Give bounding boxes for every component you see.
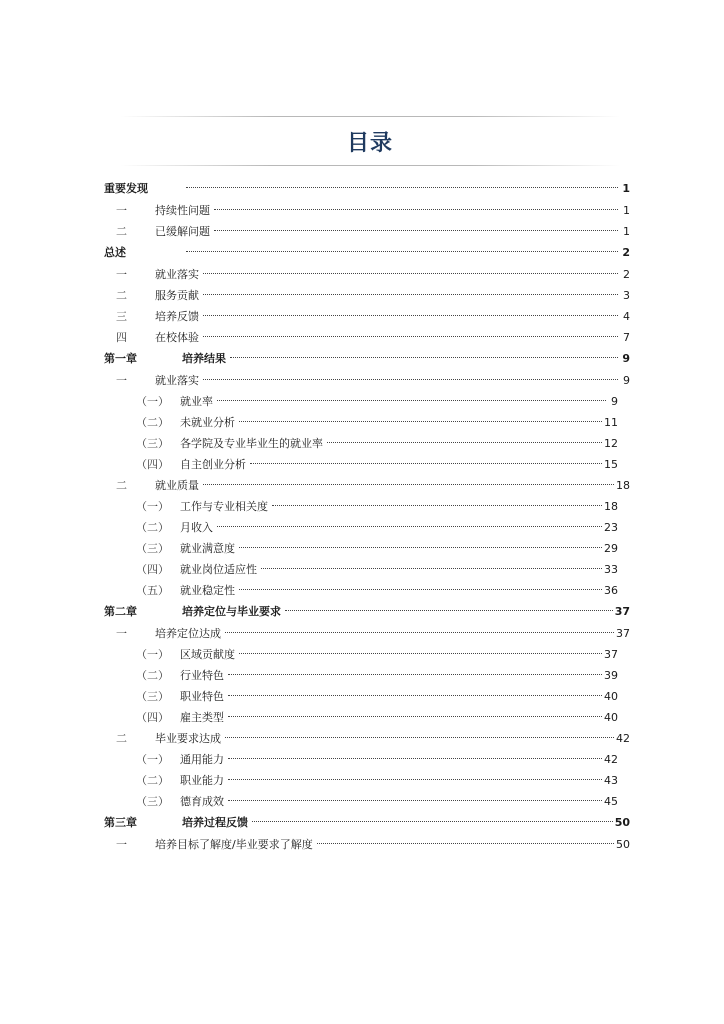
- toc-entry-line: [155, 834, 630, 855]
- toc-entry-label: 职业能力: [180, 774, 224, 787]
- toc-entry-number: 重要发现: [104, 182, 148, 195]
- page-title: 目录: [346, 131, 393, 156]
- toc-entry[interactable]: [104, 749, 630, 770]
- toc-entry-page: 42: [604, 753, 618, 766]
- toc-entry[interactable]: [104, 644, 630, 665]
- title-bottom-rule: [120, 165, 620, 166]
- toc-entry-label: 就业质量: [155, 479, 199, 492]
- toc-entry-page: 4: [623, 310, 630, 323]
- toc-entry-label: 就业落实: [155, 374, 199, 387]
- toc-entry[interactable]: [104, 686, 630, 707]
- toc-entry-line: [182, 178, 630, 200]
- toc-entry-label: 培养过程反馈: [182, 816, 248, 829]
- toc-entry-line: [180, 749, 618, 770]
- toc-entry-page: 2: [622, 246, 630, 259]
- toc-entry-label: 就业稳定性: [180, 584, 235, 597]
- toc-entry-number: 二: [116, 732, 127, 745]
- toc-entry[interactable]: [104, 370, 630, 391]
- toc-entry-page: 37: [614, 605, 630, 618]
- toc-entry-label: 雇主类型: [180, 711, 224, 724]
- toc-entry-line: [182, 242, 630, 264]
- table-of-contents: [104, 178, 630, 855]
- toc-entry-line: [155, 200, 630, 221]
- toc-entry-page: 50: [616, 838, 630, 851]
- toc-entry-line: [180, 770, 618, 791]
- toc-entry-line: [180, 559, 618, 580]
- toc-entry[interactable]: [104, 433, 630, 454]
- toc-entry-label: 月收入: [180, 521, 213, 534]
- toc-entry-label: 自主创业分析: [180, 458, 246, 471]
- toc-dot-leader: [214, 208, 618, 210]
- toc-entry-line: [180, 791, 618, 812]
- toc-entry-line: [182, 601, 630, 623]
- toc-dot-leader: [217, 525, 602, 527]
- toc-entry-line: [182, 348, 630, 370]
- toc-entry-number: （一）: [136, 395, 169, 408]
- toc-entry-number: （五）: [136, 584, 169, 597]
- toc-entry-label: 就业落实: [155, 268, 199, 281]
- toc-entry-label: 毕业要求达成: [155, 732, 221, 745]
- toc-dot-leader: [228, 757, 602, 759]
- toc-entry-label: 培养目标了解度/毕业要求了解度: [155, 838, 313, 851]
- toc-entry-page: 42: [616, 732, 630, 745]
- title-top-rule: [120, 116, 620, 117]
- toc-entry-number: 一: [116, 268, 127, 281]
- toc-entry-line: [155, 475, 630, 496]
- toc-entry[interactable]: [104, 812, 630, 834]
- toc-entry-label: 持续性问题: [155, 204, 210, 217]
- toc-entry-number: 二: [116, 289, 127, 302]
- toc-dot-leader: [225, 736, 614, 738]
- toc-entry[interactable]: [104, 391, 630, 412]
- toc-entry[interactable]: [104, 707, 630, 728]
- toc-entry-page: 12: [604, 437, 618, 450]
- toc-entry-number: 第二章: [104, 605, 137, 618]
- toc-entry[interactable]: [104, 538, 630, 559]
- toc-entry-page: 40: [604, 690, 618, 703]
- toc-entry-page: 43: [604, 774, 618, 787]
- toc-entry-label: 培养定位与毕业要求: [182, 605, 281, 618]
- toc-entry-label: 已缓解问题: [155, 225, 210, 238]
- toc-entry-page: 1: [623, 204, 630, 217]
- toc-entry-number: （二）: [136, 669, 169, 682]
- toc-dot-leader: [214, 229, 618, 231]
- toc-entry-page: 1: [622, 182, 630, 195]
- toc-entry-number: 一: [116, 374, 127, 387]
- toc-entry[interactable]: [104, 834, 630, 855]
- toc-entry-label: 就业率: [180, 395, 213, 408]
- toc-entry[interactable]: [104, 791, 630, 812]
- toc-entry[interactable]: [104, 221, 630, 242]
- toc-entry-number: 总述: [104, 246, 126, 259]
- toc-entry[interactable]: [104, 242, 630, 264]
- toc-entry-number: （三）: [136, 795, 169, 808]
- toc-entry[interactable]: [104, 348, 630, 370]
- toc-entry-page: 39: [604, 669, 618, 682]
- toc-dot-leader: [261, 567, 602, 569]
- toc-entry-number: 四: [116, 331, 127, 344]
- toc-entry-page: 9: [611, 395, 618, 408]
- toc-entry-number: （三）: [136, 542, 169, 555]
- toc-dot-leader: [228, 673, 602, 675]
- toc-entry-label: 区域贡献度: [180, 648, 235, 661]
- toc-entry-page: 50: [614, 816, 630, 829]
- toc-entry-line: [180, 391, 618, 412]
- toc-entry-label: 培养结果: [182, 352, 226, 365]
- toc-entry-number: （一）: [136, 500, 169, 513]
- toc-entry-number: 三: [116, 310, 127, 323]
- toc-entry-line: [182, 812, 630, 834]
- toc-entry[interactable]: [104, 264, 630, 285]
- toc-entry-label: 各学院及专业毕业生的就业率: [180, 437, 323, 450]
- toc-entry-label: 通用能力: [180, 753, 224, 766]
- toc-entry-line: [155, 370, 630, 391]
- toc-entry-line: [155, 728, 630, 749]
- toc-entry-page: 29: [604, 542, 618, 555]
- toc-entry-number: （一）: [136, 648, 169, 661]
- toc-dot-leader: [228, 799, 602, 801]
- toc-entry-page: 3: [623, 289, 630, 302]
- toc-entry[interactable]: [104, 412, 630, 433]
- toc-entry-number: 第三章: [104, 816, 137, 829]
- toc-entry-page: 33: [604, 563, 618, 576]
- toc-entry-number: （四）: [136, 711, 169, 724]
- toc-dot-leader: [225, 631, 614, 633]
- toc-dot-leader: [186, 250, 618, 252]
- toc-dot-leader: [203, 293, 618, 295]
- toc-dot-leader: [228, 778, 602, 780]
- toc-entry-page: 45: [604, 795, 618, 808]
- toc-dot-leader: [203, 483, 614, 485]
- toc-dot-leader: [230, 356, 618, 358]
- toc-entry-label: 就业满意度: [180, 542, 235, 555]
- toc-entry-label: 未就业分析: [180, 416, 235, 429]
- toc-entry-line: [155, 264, 630, 285]
- toc-entry-page: 7: [623, 331, 630, 344]
- toc-entry-line: [155, 623, 630, 644]
- toc-entry-page: 15: [604, 458, 618, 471]
- toc-dot-leader: [239, 652, 602, 654]
- toc-entry-page: 9: [623, 374, 630, 387]
- toc-entry-page: 23: [604, 521, 618, 534]
- toc-entry-label: 职业特色: [180, 690, 224, 703]
- toc-entry-line: [180, 412, 618, 433]
- toc-entry[interactable]: [104, 665, 630, 686]
- toc-entry-line: [180, 538, 618, 559]
- toc-entry-number: （三）: [136, 437, 169, 450]
- toc-entry-label: 培养反馈: [155, 310, 199, 323]
- toc-entry-label: 工作与专业相关度: [180, 500, 268, 513]
- toc-entry-line: [155, 306, 630, 327]
- toc-entry-number: 一: [116, 627, 127, 640]
- toc-entry-label: 服务贡献: [155, 289, 199, 302]
- toc-dot-leader: [317, 842, 614, 844]
- toc-entry[interactable]: [104, 285, 630, 306]
- toc-entry-page: 9: [622, 352, 630, 365]
- toc-entry[interactable]: [104, 728, 630, 749]
- toc-entry-number: （二）: [136, 521, 169, 534]
- toc-entry-number: （三）: [136, 690, 169, 703]
- toc-entry-line: [180, 517, 618, 538]
- toc-entry-line: [155, 327, 630, 348]
- toc-entry-line: [155, 285, 630, 306]
- toc-dot-leader: [217, 399, 606, 401]
- toc-entry[interactable]: [104, 517, 630, 538]
- toc-entry[interactable]: [104, 306, 630, 327]
- toc-entry-number: 第一章: [104, 352, 137, 365]
- toc-entry[interactable]: [104, 559, 630, 580]
- title-band: [120, 116, 620, 166]
- toc-entry[interactable]: [104, 475, 630, 496]
- toc-dot-leader: [250, 462, 602, 464]
- toc-entry-label: 行业特色: [180, 669, 224, 682]
- toc-entry-page: 11: [604, 416, 618, 429]
- toc-entry-line: [180, 644, 618, 665]
- toc-dot-leader: [203, 272, 618, 274]
- toc-entry[interactable]: [104, 623, 630, 644]
- toc-entry[interactable]: [104, 178, 630, 200]
- toc-dot-leader: [203, 378, 618, 380]
- toc-entry-number: （二）: [136, 774, 169, 787]
- toc-entry-page: 1: [623, 225, 630, 238]
- toc-entry-line: [180, 496, 618, 517]
- toc-dot-leader: [228, 694, 602, 696]
- toc-entry-label: 在校体验: [155, 331, 199, 344]
- toc-entry-number: 一: [116, 204, 127, 217]
- toc-entry-number: 一: [116, 838, 127, 851]
- toc-entry[interactable]: [104, 770, 630, 791]
- toc-entry-line: [180, 433, 618, 454]
- toc-entry[interactable]: [104, 454, 630, 475]
- toc-entry-label: 德育成效: [180, 795, 224, 808]
- toc-dot-leader: [203, 314, 618, 316]
- toc-dot-leader: [239, 546, 602, 548]
- toc-dot-leader: [203, 335, 618, 337]
- toc-entry-number: 二: [116, 225, 127, 238]
- toc-entry-line: [180, 580, 618, 601]
- toc-entry-label: 培养定位达成: [155, 627, 221, 640]
- toc-dot-leader: [239, 420, 602, 422]
- toc-entry[interactable]: [104, 496, 630, 517]
- toc-entry-line: [180, 454, 618, 475]
- toc-entry-label: 就业岗位适应性: [180, 563, 257, 576]
- toc-entry-page: 37: [604, 648, 618, 661]
- toc-entry-line: [180, 686, 618, 707]
- toc-dot-leader: [228, 715, 602, 717]
- toc-entry-line: [180, 707, 618, 728]
- toc-entry-page: 40: [604, 711, 618, 724]
- toc-entry-page: 18: [616, 479, 630, 492]
- toc-dot-leader: [327, 441, 602, 443]
- toc-entry-page: 2: [623, 268, 630, 281]
- toc-entry-line: [155, 221, 630, 242]
- toc-entry-line: [180, 665, 618, 686]
- toc-entry-number: 二: [116, 479, 127, 492]
- toc-entry-page: 36: [604, 584, 618, 597]
- toc-dot-leader: [186, 186, 618, 188]
- toc-entry-number: （二）: [136, 416, 169, 429]
- toc-entry-number: （四）: [136, 458, 169, 471]
- toc-entry[interactable]: [104, 580, 630, 601]
- toc-entry-page: 18: [604, 500, 618, 513]
- toc-entry[interactable]: [104, 327, 630, 348]
- toc-dot-leader: [272, 504, 602, 506]
- toc-dot-leader: [285, 609, 613, 611]
- toc-dot-leader: [252, 820, 613, 822]
- toc-entry[interactable]: [104, 200, 630, 221]
- toc-entry[interactable]: [104, 601, 630, 623]
- toc-entry-number: （一）: [136, 753, 169, 766]
- toc-dot-leader: [239, 588, 602, 590]
- toc-entry-page: 37: [616, 627, 630, 640]
- toc-entry-number: （四）: [136, 563, 169, 576]
